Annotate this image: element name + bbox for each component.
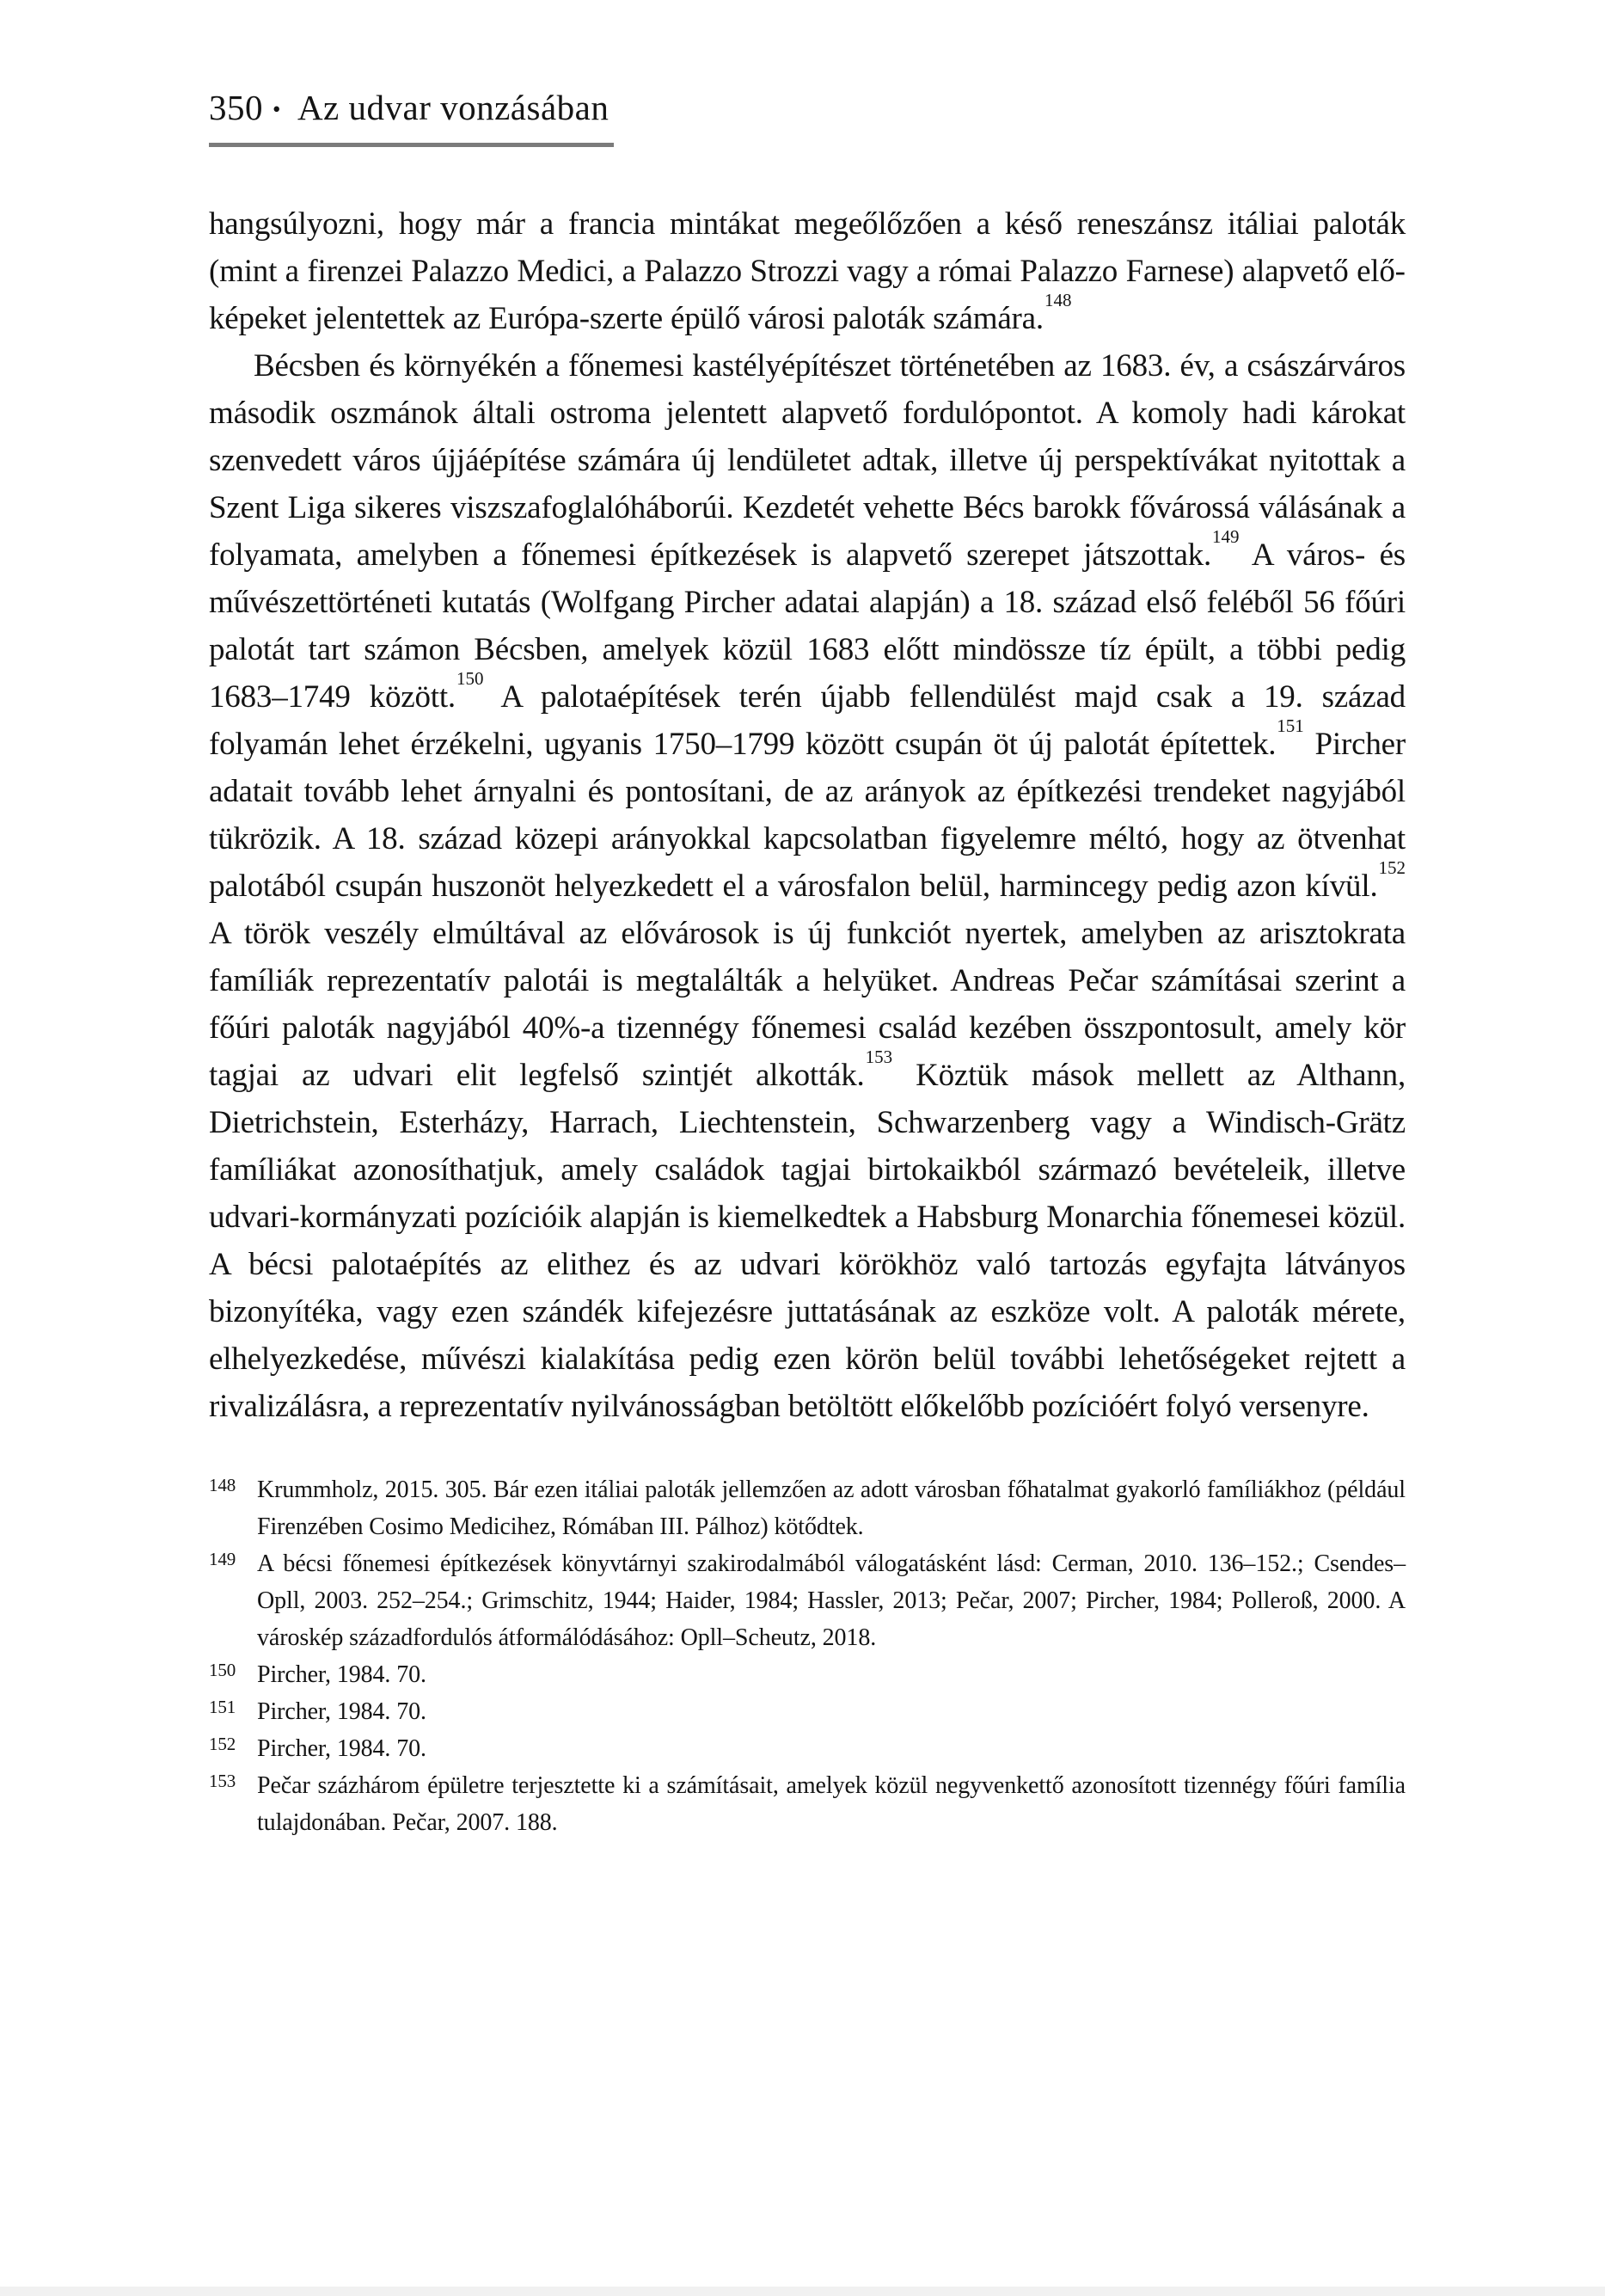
body-paragraph: hangsúlyozni, hogy már a francia mintákat megeőlőzően a késő reneszánsz itáliai paloták (mint a firenzei Palazzo Medici, a Palazzo Strozzi vagy a római Palazzo Farnese) alapvető előképeket jelentettek az Európa-szerte épülő városi paloták számára.$^{148}$ [209,206,1406,336]
footnote [209,1545,1406,1656]
page-bottom-edge [0,2287,1605,2296]
page-number: 350 [209,88,263,127]
footnote-ref: 153 [865,1046,893,1067]
footnote-text: Pircher, 1984. 70. [257,1661,426,1688]
footnote-text: Pircher, 1984. 70. [257,1735,426,1762]
footnote [209,1767,1406,1841]
footnote-text: A bécsi főnemesi építkezések könyvtárnyi szakirodalmából válogatásként lásd: Cerman, 2010. 136–152.; Csendes–Opll, 2003. 252–254.; Grimschitz, 1944; Haider, 1984; Hassler, 2013; Pečar, 2007; Pircher, 1984; Polleroß, 2000. A városkép századfordulós átformálódásához: Opll–Scheutz, 2018. [257,1550,1406,1651]
running-head-title: Az udvar vonzásában [297,88,610,127]
footnote-text: Pečar százhárom épületre terjesztette ki a számításait, amelyek közül negyvenkettő azonosított tizennégy főúri família tulajdonában. Pečar, 2007. 188. [257,1772,1406,1836]
content-column [209,0,1406,1841]
footnote-ref: 148 [1044,289,1072,310]
running-head [209,89,614,147]
footnote-number: 149 [209,1549,236,1569]
footnote [209,1471,1406,1545]
footnote-text: Krummholz, 2015. 305. Bár ezen itáliai paloták jellemzően az adott városban főhatalmat gyakorló famíliákhoz (például Firenzében Cosimo Medicihez, Rómában III. Pálhoz) kötődtek. [257,1476,1406,1540]
page-header [209,0,1406,147]
footnote-text: Pircher, 1984. 70. [257,1698,426,1725]
footnote-ref: 149 [1212,525,1240,547]
body-paragraph: Bécsben és környékén a főnemesi kastélyépítészet történetében az 1683. év, a császárváros második oszmánok általi ostroma jelentett alapvető fordulópontot. A komoly hadi károkat szenvedett város újjáépítése számára új lendületet adtak, illetve új perspektívákat nyitottak a Szent Liga sikeres viszszafoglalóháborúi. Kezdetét vehette Bécs barokk fővárossá válásának a folyamata, amelyben a főnemesi építkezések is alapvető szerepet játszottak.$^{149}$ A város- és művészettörténeti kutatás (Wolfgang Pircher adatai alapján) a 18. század első feléből 56 főúri palotát tart számon Bécsben, amelyek közül 1683 előtt mindössze tíz épült, a többi pedig 1683–1749 között.$^{150}$ A palotaépítések terén újabb fellendülést majd csak a 19. század folyamán lehet érzékelni, ugyanis 1750–1799 között csupán öt új palotát építettek.$^{151}$ Pircher adatait tovább lehet árnyalni és pontosítani, de az arányok az építkezési trendeket nagyjából tükrözik. A 18. század közepi arányokkal kapcsolatban figyelemre méltó, hogy az ötvenhat palotából csupán huszonöt helyezkedett el a városfalon belül, harmincegy pedig azon kívül.$^{152}$ A török veszély elmúltával az elővárosok is új funkciót nyertek, amelyben az arisztokrata famíliák reprezentatív palotái is megtalálták a helyüket. Andreas Pečar számításai szerint a főúri paloták nagyjából 40%-a tizennégy főnemesi család kezében összpontosult, amely kör tagjai az udvari elit legfelső szintjét alkották.$^{153}$ Köztük mások mellett az Althann, Dietrichstein, Esterházy, Harrach, Liechtenstein, Schwarzenberg vagy a Windisch-Grätz famíliákat azonosíthatjuk, amely családok tagjai birtokaikból származó bevételeik, illetve udvari-kormányzati pozícióik alapján is kiemelkedtek a Habsburg Monarchia főnemesei közül. A bécsi palotaépítés az elithez és az udvari körökhöz való tartozás egyfajta látványos bizonyítéka, vagy ezen szándék kifejezésre juttatásának az eszköze volt. A paloták mérete, elhelyezkedése, művészi kialakítása pedig ezen körön belül további lehetőségeket rejtett a rivalizálásra, a reprezentatív nyilvánosságban betöltött előkelőbb pozícióért folyó versenyre. [209,348,1406,1424]
footnote-ref: 150 [456,667,484,689]
footnote [209,1693,1406,1730]
footnote-number: 151 [209,1697,236,1717]
footnote-number: 150 [209,1660,236,1680]
footnotes [209,1471,1406,1841]
footnote-number: 152 [209,1734,236,1754]
footnote [209,1656,1406,1693]
footnote-number: 148 [209,1475,236,1495]
footnote-number: 153 [209,1771,236,1791]
footnote [209,1730,1406,1767]
bullet-separator: • [273,96,281,122]
body-text [209,200,1406,1430]
footnote-ref: 152 [1378,856,1406,878]
footnote-ref: 151 [1277,715,1304,736]
